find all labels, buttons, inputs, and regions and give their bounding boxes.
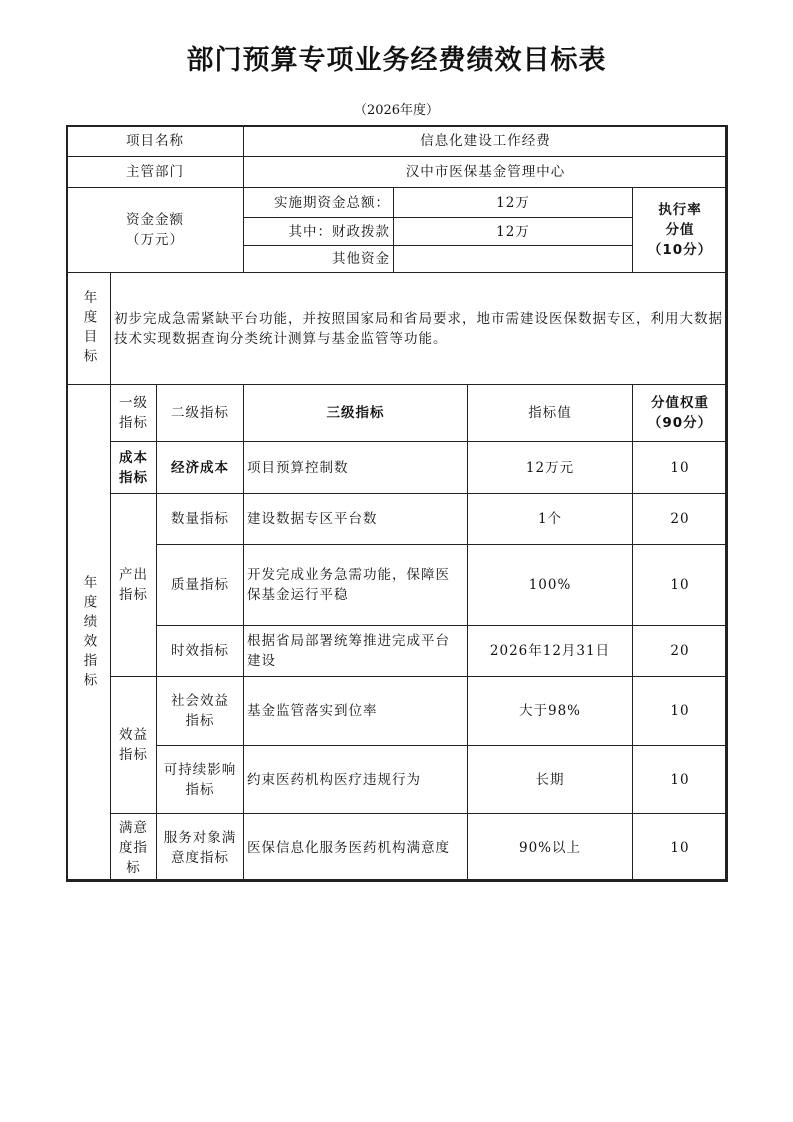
indicator-value-text: 2026年12月31日	[489, 643, 611, 659]
indicator-weight	[632, 745, 728, 814]
performance-indicators-label	[66, 384, 111, 882]
level1-cost-text: 成本 指标	[119, 449, 148, 486]
indicator-level2	[156, 441, 244, 494]
funds-label-text: 资金金额 （万元）	[126, 212, 184, 248]
department-value	[243, 156, 728, 188]
funds-total-label	[243, 187, 394, 218]
funds-other-label-text: 其他资金	[332, 251, 390, 267]
indicator-level2-text: 质量指标	[171, 577, 229, 593]
indicator-weight	[632, 493, 728, 545]
performance-indicators-label-text: 年度绩效指标	[80, 574, 97, 692]
annual-goal-label-text: 年度目标	[80, 289, 97, 368]
level1-satisfaction-text: 满意 度指 标	[119, 819, 148, 876]
funds-fiscal-label	[243, 217, 394, 246]
indicator-level3-text: 基金监管落实到位率	[247, 703, 378, 719]
indicator-weight	[632, 676, 728, 746]
indicator-level3	[243, 813, 468, 882]
funds-total-value-text: 12万	[496, 194, 530, 211]
header-level3-text: 三级指标	[326, 405, 385, 421]
indicator-weight	[632, 544, 728, 626]
indicator-value-text: 100%	[528, 577, 572, 593]
indicator-value	[467, 745, 633, 814]
funds-fiscal-label-text: 其中：财政拨款	[288, 223, 390, 240]
header-weight	[632, 384, 728, 442]
level1-output-text: 产出 指标	[119, 567, 148, 603]
indicator-level2-text: 可持续影响 指标	[163, 761, 237, 798]
indicator-weight	[632, 441, 728, 494]
indicator-weight-text: 20	[670, 643, 690, 659]
header-value-text: 指标值	[528, 405, 572, 421]
indicator-weight-text: 10	[670, 459, 690, 476]
level1-satisfaction	[110, 813, 157, 882]
header-level1	[110, 384, 157, 442]
annual-goal-text-text: 初步完成急需紧缺平台功能，并按照国家局和省局要求，地市需建设医保数据专区，利用大数据技术实现数据查询分类统计测算与基金监管等功能。	[114, 310, 723, 347]
indicator-value-text: 90%以上	[518, 839, 581, 856]
funds-total-label-text: 实施期资金总额：	[274, 194, 390, 211]
indicator-level3-text: 项目预算控制数	[247, 459, 349, 476]
indicator-level2-text: 时效指标	[171, 643, 229, 659]
indicator-level2	[156, 625, 244, 677]
year-subtitle: （2026年度）	[353, 103, 440, 118]
indicator-level3	[243, 493, 468, 545]
exec-rate-score	[632, 187, 728, 273]
indicator-value-text: 1个	[537, 511, 563, 527]
funds-other-value	[393, 245, 633, 273]
indicator-value-text: 大于98%	[518, 703, 581, 719]
indicator-weight-text: 20	[670, 511, 690, 527]
indicator-level3	[243, 441, 468, 494]
indicator-level3-text: 建设数据专区平台数	[247, 511, 378, 527]
indicator-level2-text: 服务对象满 意度指标	[163, 829, 237, 866]
funds-label	[66, 187, 244, 273]
header-weight-text: 分值权重 （90分）	[647, 395, 713, 431]
indicator-weight-text: 10	[670, 839, 690, 856]
department-label	[66, 156, 244, 188]
indicator-level3	[243, 676, 468, 746]
funds-fiscal-value-text: 12万	[496, 223, 530, 240]
indicator-level2	[156, 676, 244, 746]
project-name-value	[243, 125, 728, 157]
indicator-level2	[156, 493, 244, 545]
indicator-value-text: 12万元	[525, 459, 575, 476]
indicator-value	[467, 676, 633, 746]
header-level2-text: 二级指标	[171, 405, 229, 421]
level1-cost	[110, 441, 157, 494]
funds-total-value	[393, 187, 633, 218]
indicator-weight-text: 10	[670, 577, 690, 593]
header-level1-text: 一级 指标	[119, 395, 148, 431]
performance-table	[66, 125, 727, 881]
exec-rate-score-text: 执行率 分值 （10分）	[647, 202, 713, 258]
project-name-label	[66, 125, 244, 157]
header-level2	[156, 384, 244, 442]
indicator-weight-text: 10	[670, 771, 690, 788]
project-name-label-text: 项目名称	[126, 133, 184, 149]
annual-goal-label	[66, 272, 111, 385]
indicator-level2	[156, 813, 244, 882]
indicator-value-text: 长期	[535, 771, 565, 788]
project-name-value-text: 信息化建设工作经费	[420, 133, 551, 149]
indicator-weight-text: 10	[670, 703, 690, 719]
indicator-value	[467, 813, 633, 882]
funds-fiscal-value	[393, 217, 633, 246]
funds-other-label	[243, 245, 394, 273]
annual-goal-text	[110, 272, 728, 385]
page-title: 部门预算专项业务经费绩效目标表	[186, 45, 607, 76]
indicator-level3	[243, 544, 468, 626]
indicator-value	[467, 441, 633, 494]
header-level3	[243, 384, 468, 442]
indicator-value	[467, 625, 633, 677]
department-label-text: 主管部门	[126, 164, 184, 180]
indicator-level3-text: 约束医药机构医疗违规行为	[247, 771, 421, 788]
header-value	[467, 384, 633, 442]
indicator-value	[467, 493, 633, 545]
indicator-level2-text: 数量指标	[171, 511, 229, 527]
level1-benefit	[110, 676, 157, 814]
indicator-level3-text: 根据省局部署统筹推进完成平台建设	[247, 633, 450, 669]
indicator-level3-text: 医保信息化服务医药机构满意度	[247, 839, 450, 856]
indicator-value	[467, 544, 633, 626]
indicator-level3	[243, 625, 468, 677]
level1-benefit-text: 效益 指标	[119, 727, 148, 763]
indicator-level2	[156, 745, 244, 814]
indicator-level2-text: 社会效益 指标	[171, 693, 229, 729]
indicator-weight	[632, 813, 728, 882]
level1-output	[110, 493, 157, 677]
indicator-level2-text: 经济成本	[171, 459, 229, 476]
indicator-level3-text: 开发完成业务急需功能，保障医保基金运行平稳	[247, 567, 450, 603]
indicator-level3	[243, 745, 468, 814]
indicator-weight	[632, 625, 728, 677]
indicator-level2	[156, 544, 244, 626]
department-value-text: 汉中市医保基金管理中心	[405, 164, 566, 180]
